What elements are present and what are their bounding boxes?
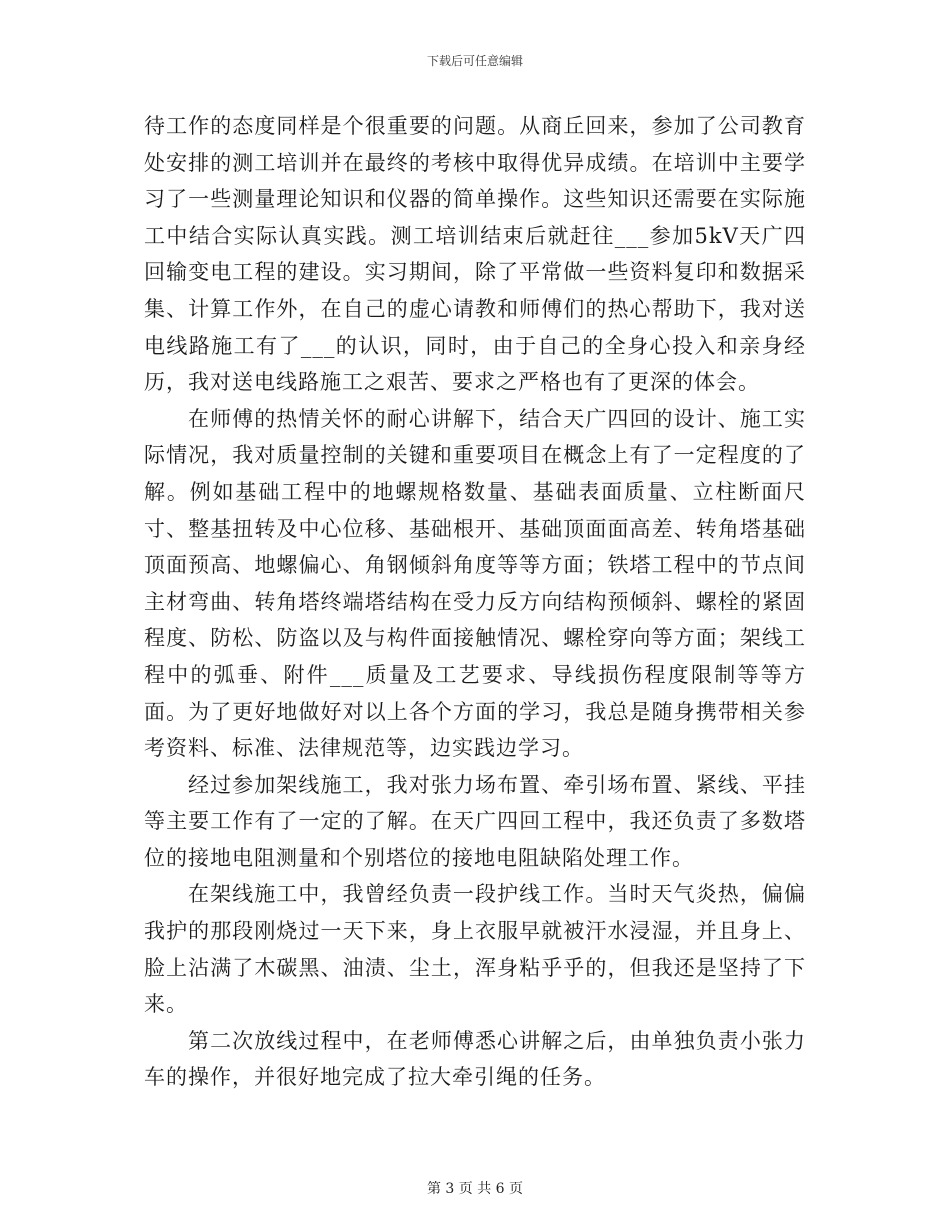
paragraph: 在师傅的热情关怀的耐心讲解下，结合天广四回的设计、施工实际情况，我对质量控制的关键和重要项目在概念上有了一定程度的了解。例如基础工程中的地螺规格数量、基础表面质量、立柱断面尺寸、整基扭转及中心位移、基础根开、基础顶面面高差、转角塔基础顶面预高、地螺偏心、角钢倾斜角度等等方面；铁塔工程中的节点间主材弯曲、转角塔终端塔结构在受力反方向结构预倾斜、螺栓的紧固程度、防松、防盗以及与构件面接触情况、螺栓穿向等方面；架线工程中的弧垂、附件___质量及工艺要求、导线损伤程度限制等等方面。为了更好地做好对以上各个方面的学习，我总是随身携带相关参考资料、标准、法律规范等，边实践边学习。: [144, 406, 806, 761]
paragraph: 经过参加架线施工，我对张力场布置、牵引场布置、紧线、平挂等主要工作有了一定的了解。在天广四回工程中，我还负责了多数塔位的接地电阻测量和个别塔位的接地电阻缺陷处理工作。: [144, 772, 806, 870]
page-number: 第 3 页 共 6 页: [426, 1181, 524, 1197]
document-body: [144, 108, 806, 1096]
paragraph: 第二次放线过程中，在老师傅悉心讲解之后，由单独负责小张力车的操作，并很好地完成了拉大牵引绳的任务。: [144, 1028, 806, 1090]
paragraph-continued: 待工作的态度同样是个很重要的问题。从商丘回来，参加了公司教育处安排的测工培训并在最终的考核中取得优异成绩。在培训中主要学习了一些测量理论知识和仪器的简单操作。这些知识还需要在实际施工中结合实际认真实践。测工培训结束后就赶往___参加5kV天广四回输变电工程的建设。实习期间，除了平常做一些资料复印和数据采集、计算工作外，在自己的虚心请教和师傅们的热心帮助下，我对送电线路施工有了___的认识，同时，由于自己的全身心投入和亲身经历，我对送电线路施工之艰苦、要求之严格也有了更深的体会。: [144, 114, 806, 395]
paragraph: 在架线施工中，我曾经负责一段护线工作。当时天气炎热，偏偏我护的那段刚烧过一天下来，身上衣服早就被汗水浸湿，并且身上、脸上沾满了木碳黑、油渍、尘土，浑身粘乎乎的，但我还是坚持了下来。: [144, 882, 806, 1017]
page-header: 下载后可任意编辑: [426, 54, 523, 68]
